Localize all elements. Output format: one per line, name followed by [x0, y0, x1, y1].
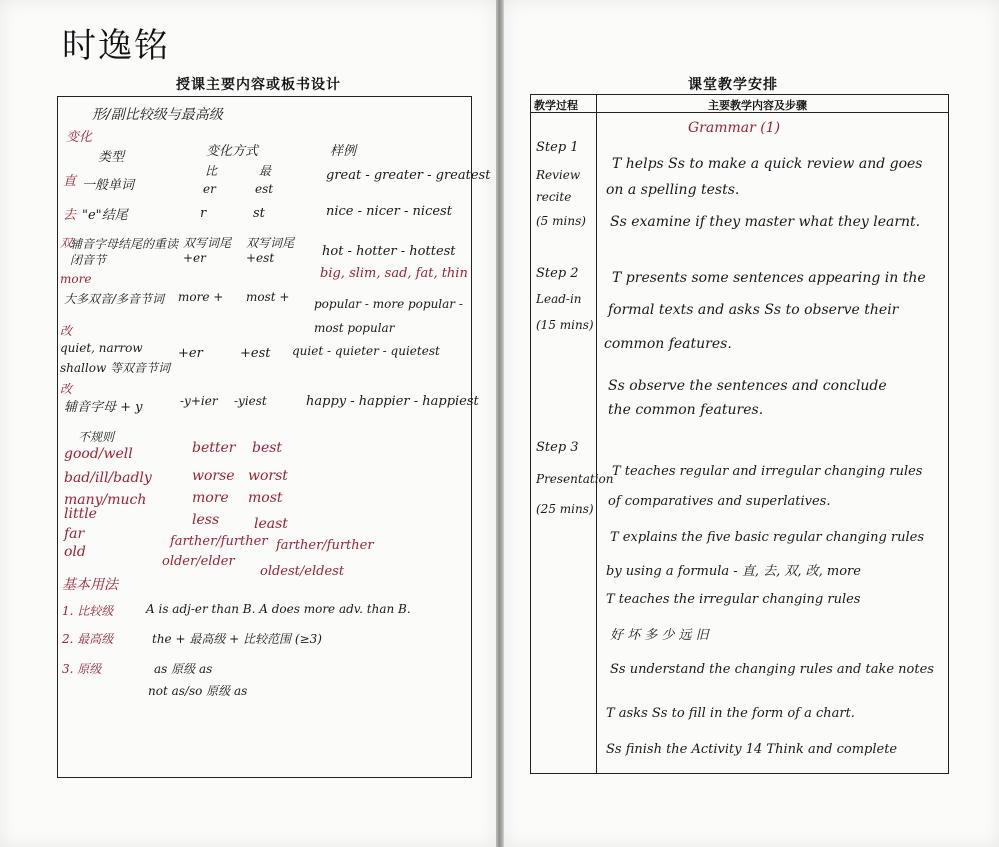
row-tag: 改 [60, 324, 73, 338]
col-rule: 变化方式 [206, 144, 259, 159]
step-line: on a spelling tests. [606, 182, 740, 198]
step-line: T explains the five basic regular changing rules [610, 530, 925, 545]
table-column-divider [596, 94, 597, 773]
grammar-heading: Grammar (1) [688, 120, 781, 136]
row-sup: +est [240, 346, 271, 361]
row-example: great - greater - greatest [326, 168, 491, 183]
col-content-header: 主要教学内容及步骤 [708, 99, 807, 112]
usage-title: 基本用法 [62, 577, 118, 593]
step-line: T teaches regular and irregular changing rules [612, 464, 923, 479]
row-comp: -y+ier [180, 394, 218, 408]
step-line: Ss observe the sentences and conclude [608, 378, 887, 394]
irregular-comp: more [192, 490, 229, 506]
irregular-word: many/much [64, 492, 147, 508]
row-type: quiet, narrow shallow 等双音节词 [60, 341, 171, 375]
irregular-comp: better [192, 440, 236, 456]
step-line: Ss understand the changing rules and take notes [610, 662, 934, 677]
col-process-header: 教学过程 [534, 99, 578, 112]
row-sup: est [255, 182, 274, 196]
step-label: Step 1 [536, 140, 579, 155]
row-tag: 改 [60, 382, 73, 396]
step-line: by using a formula - 直, 去, 双, 改, more [606, 564, 861, 579]
row-type: "e"结尾 [82, 208, 128, 223]
step-time: (25 mins) [536, 502, 594, 516]
step-line: T asks Ss to fill in the form of a chart. [606, 706, 855, 721]
row-sup: -yiest [234, 394, 267, 408]
irregular-comp: older/elder [162, 554, 235, 569]
row-type: 辅音字母结尾的重读闭音节 [70, 237, 179, 267]
step-sub: Presentation [536, 472, 614, 486]
row-type: 辅音字母 + y [64, 400, 143, 415]
row-comp: more + [178, 290, 224, 304]
row-tag: 直 [63, 174, 77, 189]
row-sup: st [253, 206, 265, 221]
step-label: Step 3 [536, 440, 579, 455]
row-tag: 去 [63, 208, 77, 223]
irregular-word: bad/ill/badly [64, 470, 152, 486]
row-comp: er [203, 182, 216, 196]
irregular-sup: oldest/eldest [260, 564, 345, 579]
row-extra: big, slim, sad, fat, thin [320, 266, 468, 281]
right-section-title: 课堂教学安排 [688, 77, 778, 93]
step-label: Step 2 [536, 266, 579, 281]
row-example: happy - happier - happiest [306, 394, 479, 409]
step-line: T presents some sentences appearing in the [612, 270, 926, 286]
left-section-title: 授课主要内容或板书设计 [176, 77, 341, 93]
row-comp: 双写词尾+er [183, 236, 232, 265]
step-time: (5 mins) [536, 214, 586, 228]
topic-title: 形/副比较级与最高级 [92, 107, 223, 123]
step-sub: Review recite [536, 168, 581, 204]
step-sub: Lead-in [536, 292, 582, 306]
book-gutter [496, 0, 503, 847]
step-line: Ss finish the Activity 14 Think and complete [606, 742, 898, 757]
usage-text: the + 最高级 + 比较范围 (≥3) [152, 632, 322, 646]
irregular-label: 不规则 [78, 430, 115, 444]
usage-text: A is adj-er than B. A does more adv. than B. [146, 602, 411, 616]
irregular-word: old [64, 544, 86, 560]
irregular-comp: farther/further [170, 534, 268, 549]
irregular-sup: most [248, 490, 283, 506]
irregular-word: far [64, 526, 85, 542]
row-example: nice - nicer - nicest [326, 204, 452, 219]
row-sup: 双写词尾+est [246, 236, 295, 265]
col-rule-comp: 比 [205, 164, 218, 178]
step-line: T helps Ss to make a quick review and goes [612, 156, 923, 172]
irregular-sup: best [252, 440, 283, 456]
row-example: popular - more popular - most popular [314, 297, 463, 335]
row-example: quiet - quieter - quietest [292, 344, 440, 358]
row-comp: r [200, 206, 207, 221]
irregular-comp: worse [192, 468, 235, 484]
row-comp: +er [178, 346, 203, 361]
irregular-word: good/well [64, 446, 133, 462]
irregular-sup: worst [248, 468, 288, 484]
col-type: 类型 [98, 150, 125, 165]
col-rule-sup: 最 [259, 164, 272, 178]
usage-text: as 原级 as [154, 662, 213, 676]
usage-label: 3. 原级 [62, 662, 102, 676]
step-line: Ss examine if they master what they learnt. [610, 214, 921, 230]
section-change: 变化 [66, 130, 93, 145]
step-line: T teaches the irregular changing rules [606, 592, 861, 607]
usage-label: 1. 比较级 [62, 604, 114, 618]
step-line: common features. [604, 336, 732, 352]
irregular-word: little [64, 506, 97, 522]
irregular-comp: less [192, 512, 220, 528]
step-time: (15 mins) [536, 318, 594, 332]
step-line: 好 坏 多 少 远 旧 [610, 628, 709, 643]
row-tag: more [60, 272, 92, 286]
board-design-box [57, 96, 472, 778]
step-line: the common features. [608, 402, 764, 418]
student-name: 时逸铭 [62, 26, 170, 66]
irregular-sup: farther/further [276, 538, 374, 553]
row-type: 一般单词 [82, 178, 135, 193]
step-line: formal texts and asks Ss to observe their [608, 302, 899, 318]
col-example: 样例 [330, 144, 357, 159]
row-tag: 双 [60, 236, 73, 250]
usage-label: 2. 最高级 [62, 632, 114, 646]
row-sup: most + [246, 290, 290, 304]
row-example: hot - hotter - hottest [322, 244, 456, 259]
irregular-sup: least [254, 516, 288, 532]
step-line: of comparatives and superlatives. [608, 494, 831, 509]
row-type: 大多双音/多音节词 [64, 292, 165, 306]
usage-text-2: not as/so 原级 as [148, 684, 248, 698]
